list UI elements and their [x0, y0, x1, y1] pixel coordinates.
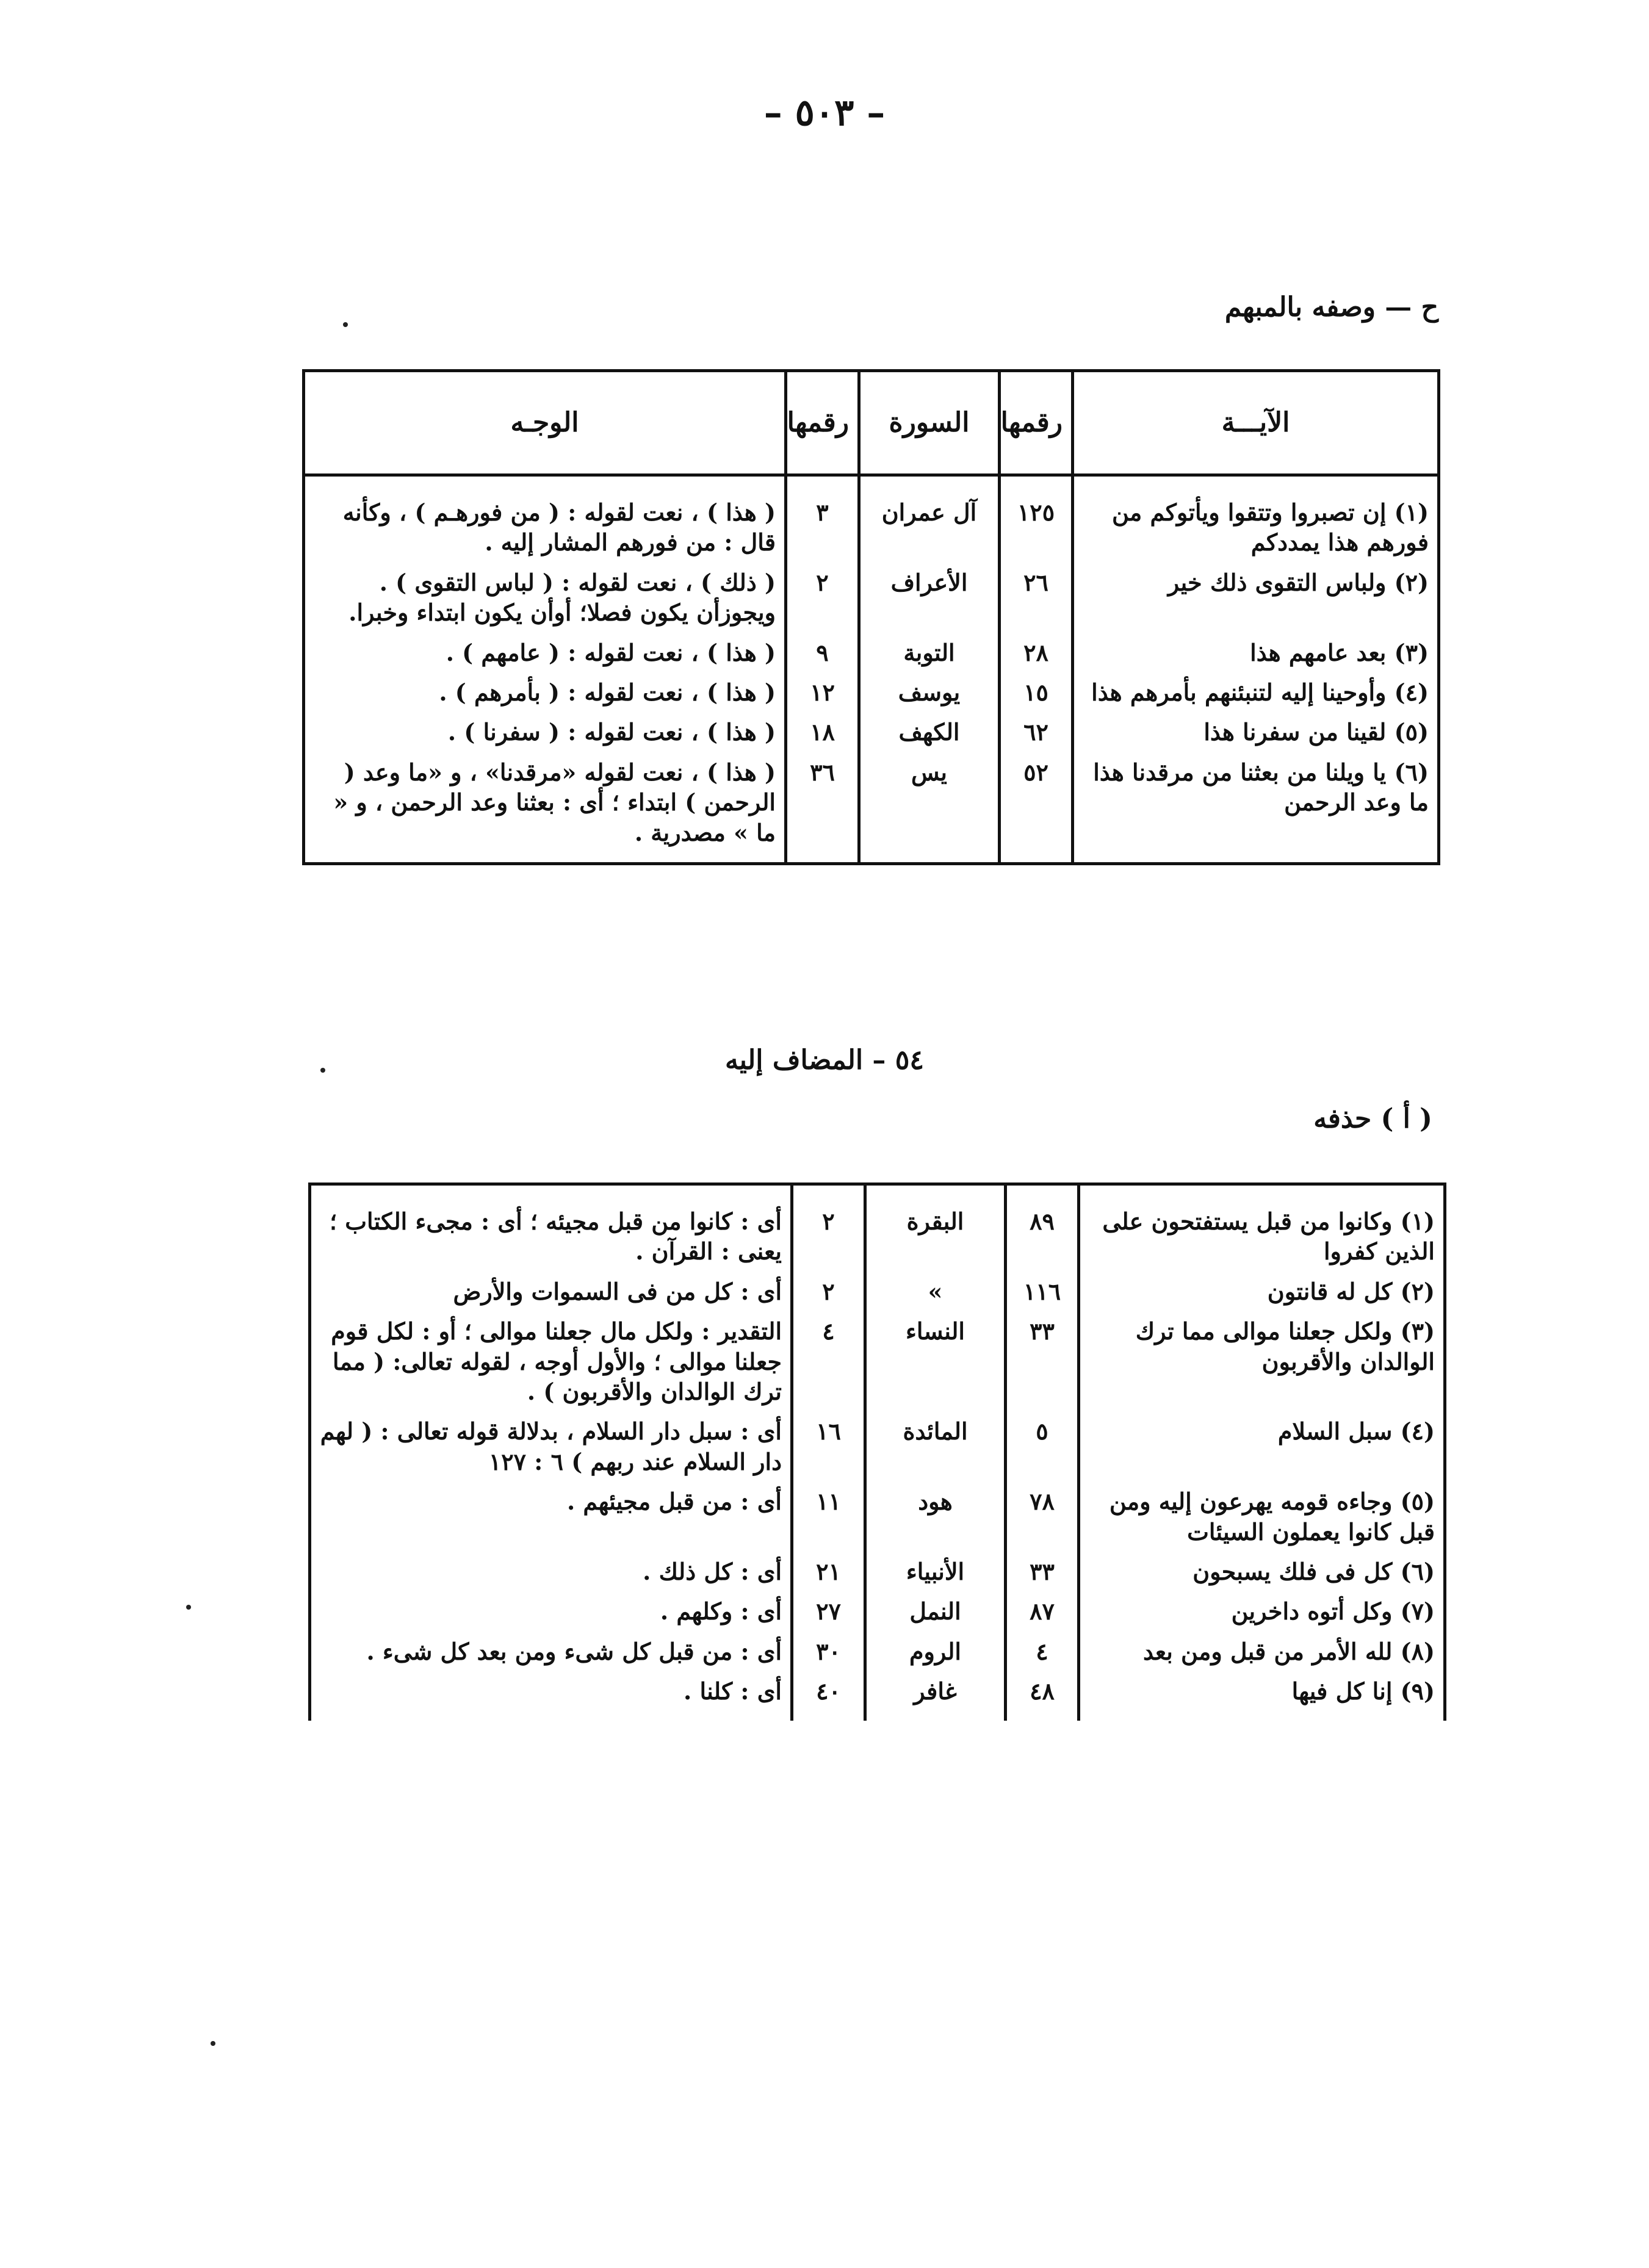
- aya-number: ١٢٥: [1000, 475, 1073, 563]
- surah-name: المائدة: [865, 1411, 1006, 1481]
- table-row: [304, 712, 1439, 752]
- aya-text: (٩) إنا كل فيها: [1079, 1671, 1445, 1721]
- table-row: [310, 1591, 1445, 1631]
- surah-number: ٢: [792, 1184, 865, 1272]
- surah-name: »: [865, 1272, 1006, 1311]
- wajh-text: أى : كل ذلك .: [310, 1552, 792, 1591]
- surah-number: ١٦: [792, 1411, 865, 1481]
- surah-number: ٤٠: [792, 1671, 865, 1721]
- table-row: [310, 1272, 1445, 1311]
- wajh-text: ( هذا ) ، نعت لقوله : ( بأمرهم ) .: [304, 672, 786, 712]
- surah-name: آل عمران: [859, 475, 1000, 563]
- surah-name: الروم: [865, 1632, 1006, 1671]
- wajh-text: أى : كانوا من قبل مجيئه ؛ أى : مجىء الكتاب ؛ يعنى : القرآن .: [310, 1184, 792, 1272]
- aya-text: (٦) يا ويلنا من بعثنا من مرقدنا هذا ما وعد الرحمن: [1073, 752, 1439, 864]
- surah-name: يس: [859, 752, 1000, 864]
- surah-number: ٤: [792, 1311, 865, 1411]
- aya-number: ٤٨: [1006, 1671, 1079, 1721]
- wajh-text: أى : من قبل كل شىء ومن بعد كل شىء .: [310, 1632, 792, 1671]
- wajh-text: أى : من قبل مجيئهم .: [310, 1481, 792, 1552]
- aya-text: (٥) لقينا من سفرنا هذا: [1073, 712, 1439, 752]
- surah-number: ١٨: [786, 712, 859, 752]
- aya-number: ٢٦: [1000, 563, 1073, 633]
- aya-text: (٨) لله الأمر من قبل ومن بعد: [1079, 1632, 1445, 1671]
- header-aya-number: رقمها: [1000, 371, 1073, 475]
- wajh-text: أى : وكلهم .: [310, 1591, 792, 1631]
- table-row: [304, 672, 1439, 712]
- surah-name: النساء: [865, 1311, 1006, 1411]
- aya-number: ٨٩: [1006, 1184, 1079, 1272]
- table-row: [310, 1311, 1445, 1411]
- surah-number: ١١: [792, 1481, 865, 1552]
- wajh-text: أى : كل من فى السموات والأرض: [310, 1272, 792, 1311]
- surah-name: البقرة: [865, 1184, 1006, 1272]
- surah-number: ٣٦: [786, 752, 859, 864]
- aya-text: (٢) كل له قانتون: [1079, 1272, 1445, 1311]
- surah-number: ١٢: [786, 672, 859, 712]
- wajh-text: ( هذا ) ، نعت لقوله : ( عامهم ) .: [304, 633, 786, 672]
- wajh-text: أى : سبل دار السلام ، بدلالة قوله تعالى : ( لهم دار السلام عند ربهم ) ٦ : ١٢٧: [310, 1411, 792, 1481]
- surah-number: ٢: [786, 563, 859, 633]
- surah-name: يوسف: [859, 672, 1000, 712]
- surah-number: ٩: [786, 633, 859, 672]
- aya-number: ٧٨: [1006, 1481, 1079, 1552]
- aya-text: (٣) بعد عامهم هذا: [1073, 633, 1439, 672]
- table-row: [310, 1552, 1445, 1591]
- header-surah-number: رقمها: [786, 371, 859, 475]
- surah-name: هود: [865, 1481, 1006, 1552]
- table-mudaf-ilayh-deletion: [308, 1183, 1446, 1721]
- table-row: [310, 1632, 1445, 1671]
- wajh-text: ( هذا ) ، نعت لقوله «مرقدنا» ، و «ما وعد ( الرحمن ) ابتداء ؛ أى : بعثنا وعد الرحمن ، و « ما » مصدرية .: [304, 752, 786, 864]
- table-row: [304, 563, 1439, 633]
- surah-name: الأنبياء: [865, 1552, 1006, 1591]
- surah-name: غافر: [865, 1671, 1006, 1721]
- surah-name: الكهف: [859, 712, 1000, 752]
- surah-name: الأعراف: [859, 563, 1000, 633]
- aya-number: ٤: [1006, 1632, 1079, 1671]
- table-row: [310, 1481, 1445, 1552]
- aya-text: (٣) ولكل جعلنا موالى مما ترك الوالدان والأقربون: [1079, 1311, 1445, 1411]
- aya-number: ١١٦: [1006, 1272, 1079, 1311]
- aya-text: (٦) كل فى فلك يسبحون: [1079, 1552, 1445, 1591]
- aya-number: ٦٢: [1000, 712, 1073, 752]
- aya-number: ٥: [1006, 1411, 1079, 1481]
- scan-speck: [320, 1068, 325, 1073]
- wajh-text: ( ذلك ) ، نعت لقوله : ( لباس التقوى ) . ويجوزأن يكون فصلا؛ أوأن يكون ابتداء وخبرا.: [304, 563, 786, 633]
- surah-number: ٢١: [792, 1552, 865, 1591]
- surah-number: ٣: [786, 475, 859, 563]
- aya-text: (١) إن تصبروا وتتقوا ويأتوكم من فورهم هذا يمددكم: [1073, 475, 1439, 563]
- aya-text: (٤) سبل السلام: [1079, 1411, 1445, 1481]
- table-row: [304, 475, 1439, 563]
- surah-name: التوبة: [859, 633, 1000, 672]
- aya-number: ٥٢: [1000, 752, 1073, 864]
- subsection-heading-a: ( أ ) حذفه: [1313, 1103, 1432, 1134]
- section-heading-h: ح — وصفه بالمبهم: [1224, 292, 1438, 323]
- aya-text: (٤) وأوحينا إليه لتنبئنهم بأمرهم هذا: [1073, 672, 1439, 712]
- wajh-text: ( هذا ) ، نعت لقوله : ( سفرنا ) .: [304, 712, 786, 752]
- header-wajh: الوجـه: [304, 371, 786, 475]
- wajh-text: ( هذا ) ، نعت لقوله : ( من فورهـم ) ، وكأنه قال : من فورهم المشار إليه .: [304, 475, 786, 563]
- aya-number: ٢٨: [1000, 633, 1073, 672]
- page-number: – ٥٠٣ –: [763, 92, 886, 134]
- aya-text: (١) وكانوا من قبل يستفتحون على الذين كفروا: [1079, 1184, 1445, 1272]
- table-row: [304, 752, 1439, 864]
- wajh-text: التقدير : ولكل مال جعلنا موالى ؛ أو : لكل قوم جعلنا موالى ؛ والأول أوجه ، لقوله تعالى: ( مما ترك الوالدان والأقربون ) .: [310, 1311, 792, 1411]
- surah-name: النمل: [865, 1591, 1006, 1631]
- table-described-by-ambiguous: [302, 369, 1440, 865]
- header-surah: السورة: [859, 371, 1000, 475]
- surah-number: ٣٠: [792, 1632, 865, 1671]
- scan-speck: [186, 1605, 191, 1610]
- aya-number: ٣٣: [1006, 1552, 1079, 1591]
- scan-speck: [343, 322, 348, 327]
- aya-text: (٧) وكل أتوه داخرين: [1079, 1591, 1445, 1631]
- header-aya: الآيـــة: [1073, 371, 1439, 475]
- table-header-row: [304, 371, 1439, 475]
- surah-number: ٢٧: [792, 1591, 865, 1631]
- table-row: [310, 1671, 1445, 1721]
- wajh-text: أى : كلنا .: [310, 1671, 792, 1721]
- table-row: [304, 633, 1439, 672]
- table-row: [310, 1411, 1445, 1481]
- surah-number: ٢: [792, 1272, 865, 1311]
- aya-number: ٣٣: [1006, 1311, 1079, 1411]
- table-row: [310, 1184, 1445, 1272]
- aya-text: (٢) ولباس التقوى ذلك خير: [1073, 563, 1439, 633]
- aya-number: ١٥: [1000, 672, 1073, 712]
- aya-text: (٥) وجاءه قومه يهرعون إليه ومن قبل كانوا يعملون السيئات: [1079, 1481, 1445, 1552]
- section-heading-54: ٥٤ – المضاف إليه: [725, 1045, 924, 1076]
- aya-number: ٨٧: [1006, 1591, 1079, 1631]
- scan-speck: [211, 2041, 215, 2046]
